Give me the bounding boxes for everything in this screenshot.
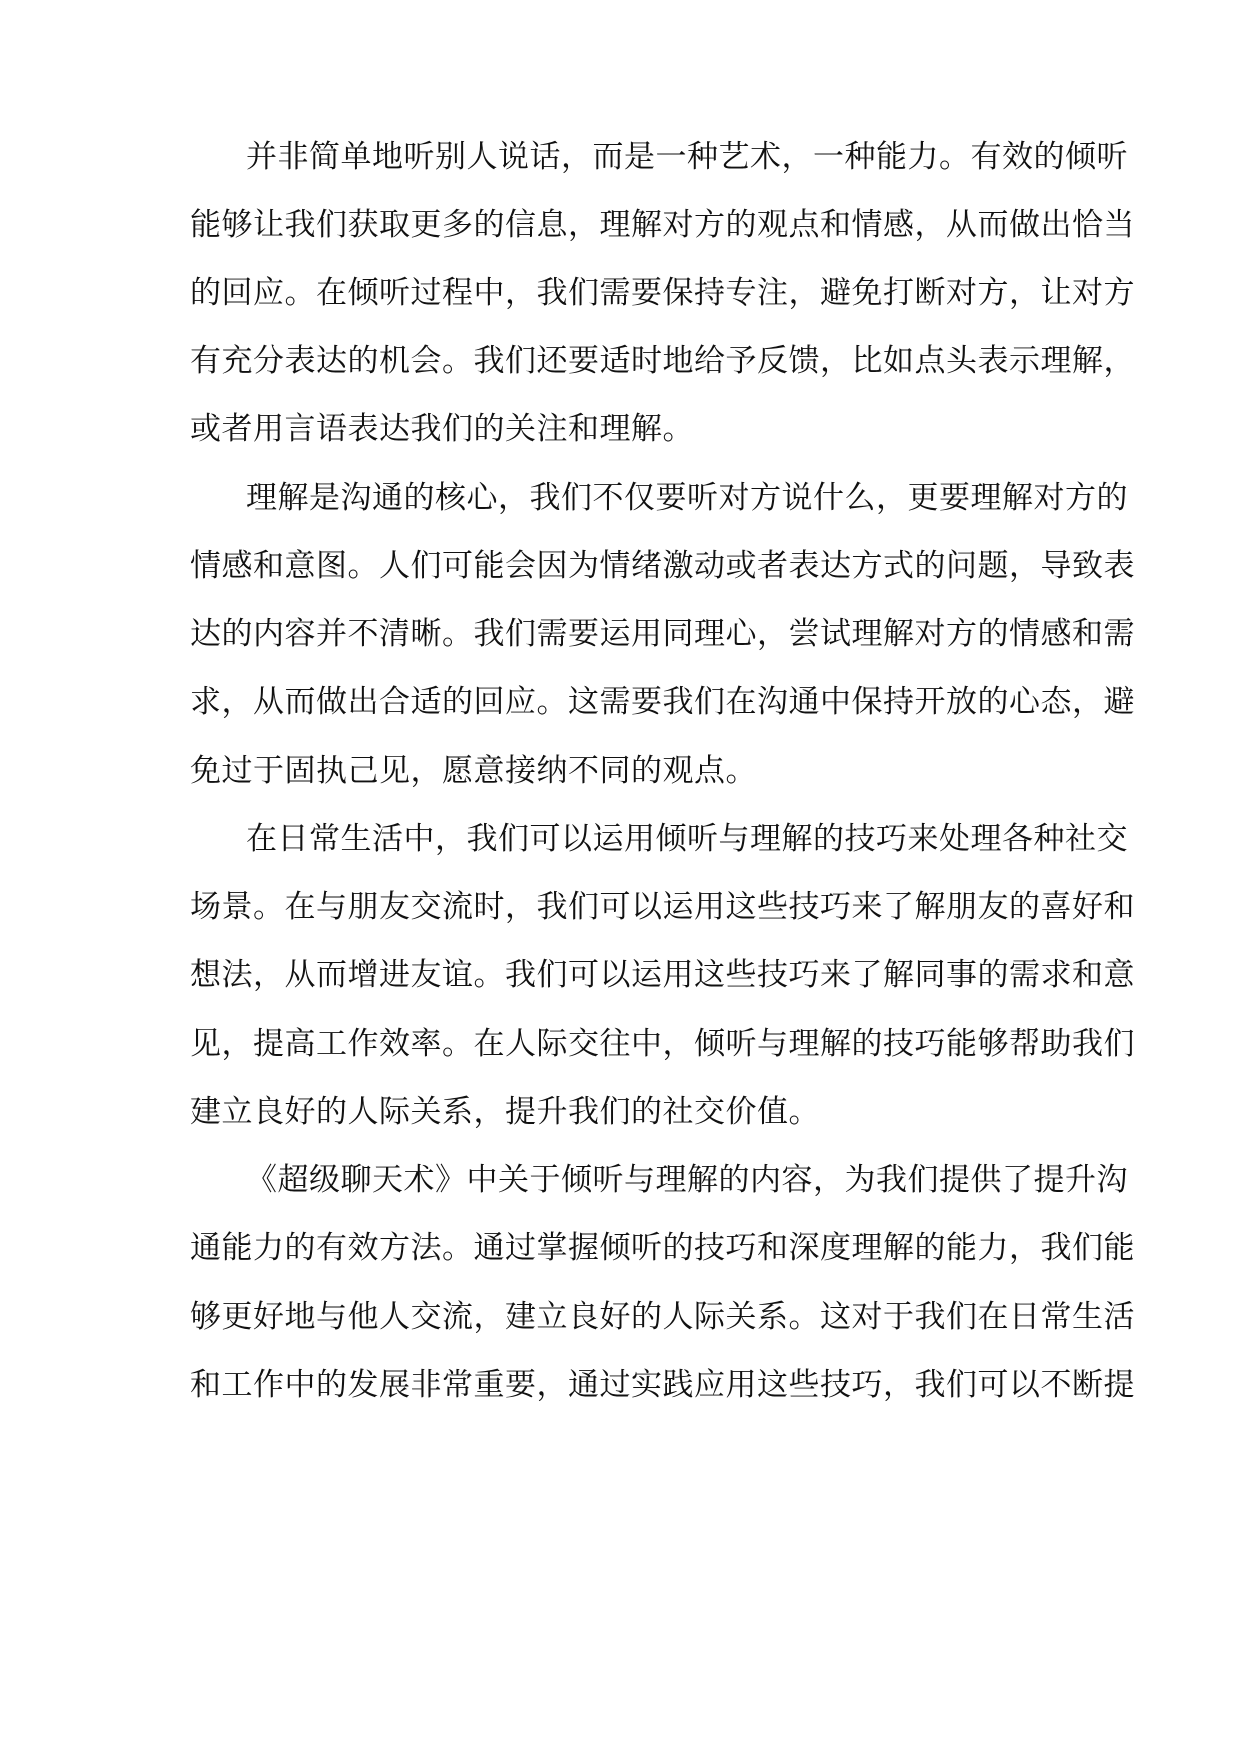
text-line: 免过于固执己见，愿意接纳不同的观点。 xyxy=(190,753,757,789)
text-line: 通能力的有效方法。通过掌握倾听的技巧和深度理解的能力，我们能 xyxy=(190,1230,1135,1266)
text-line: 情感和意图。人们可能会因为情绪激动或者表达方式的问题，导致表 xyxy=(190,548,1135,584)
text-line: 《超级聊天术》中关于倾听与理解的内容，为我们提供了提升沟 xyxy=(246,1162,1128,1198)
text-line: 或者用言语表达我们的关注和理解。 xyxy=(190,411,694,447)
text-line: 有充分表达的机会。我们还要适时地给予反馈，比如点头表示理解， xyxy=(190,343,1135,379)
text-line: 能够让我们获取更多的信息，理解对方的观点和情感，从而做出恰当 xyxy=(190,207,1135,243)
text-line: 在日常生活中，我们可以运用倾听与理解的技巧来处理各种社交 xyxy=(246,821,1128,857)
text-line: 和工作中的发展非常重要，通过实践应用这些技巧，我们可以不断提 xyxy=(190,1367,1135,1403)
text-line: 的回应。在倾听过程中，我们需要保持专注，避免打断对方，让对方 xyxy=(190,275,1135,311)
text-line: 建立良好的人际关系，提升我们的社交价值。 xyxy=(190,1094,820,1130)
text-line: 场景。在与朋友交流时，我们可以运用这些技巧来了解朋友的喜好和 xyxy=(190,889,1135,925)
text-line: 够更好地与他人交流，建立良好的人际关系。这对于我们在日常生活 xyxy=(190,1299,1135,1335)
text-line: 求，从而做出合适的回应。这需要我们在沟通中保持开放的心态，避 xyxy=(190,684,1135,720)
text-line: 并非简单地听别人说话，而是一种艺术，一种能力。有效的倾听 xyxy=(246,139,1128,175)
text-line: 达的内容并不清晰。我们需要运用同理心，尝试理解对方的情感和需 xyxy=(190,616,1135,652)
text-line: 理解是沟通的核心，我们不仅要听对方说什么，更要理解对方的 xyxy=(246,480,1128,516)
text-line: 见，提高工作效率。在人际交往中，倾听与理解的技巧能够帮助我们 xyxy=(190,1026,1135,1062)
text-line: 想法，从而增进友谊。我们可以运用这些技巧来了解同事的需求和意 xyxy=(190,957,1135,993)
